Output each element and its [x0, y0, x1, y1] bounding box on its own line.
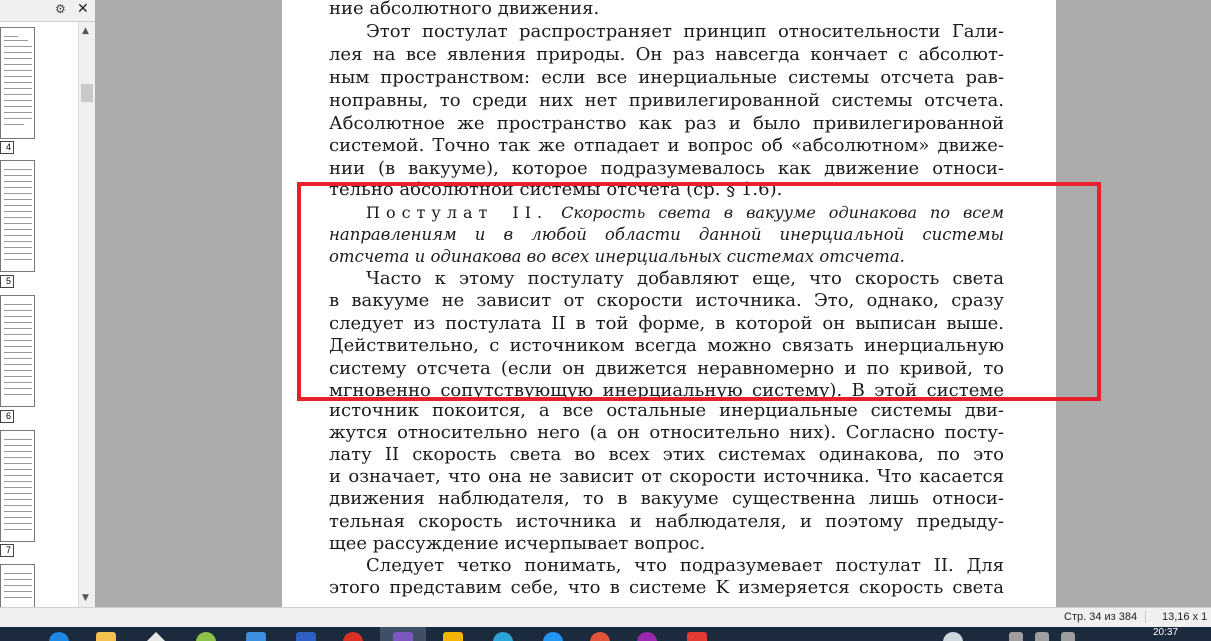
app-icon[interactable]	[196, 632, 216, 641]
media-icon[interactable]	[590, 632, 610, 641]
text-line: мгновенно сопутствующую инерциальную систему). В этой системе	[329, 380, 1004, 401]
close-icon[interactable]: ✕	[77, 1, 89, 17]
text-line: систему отсчета (если он движется неравномерно и по кривой, то	[329, 358, 1004, 379]
volume-icon[interactable]	[1035, 632, 1049, 641]
document-page	[282, 0, 1056, 607]
page-thumbnail[interactable]	[0, 27, 35, 139]
text-line: и означает, что она не зависит от скорости источника. Что касается	[329, 466, 1004, 487]
text-line: Абсолютное же пространство как раз и было привилегированной	[329, 113, 1004, 134]
postulate-heading: Постулат II.	[366, 203, 549, 222]
text-line: следует из постулата II в той форме, в которой он выписан выше.	[329, 313, 1004, 334]
dropbox-icon[interactable]	[246, 632, 266, 641]
page-thumbnail[interactable]	[0, 295, 35, 407]
document-viewer-icon[interactable]	[393, 632, 413, 641]
clock[interactable]: 20:37	[1153, 627, 1179, 638]
text-line: щее рассуждение исчерпывает вопрос.	[329, 533, 706, 554]
text-line: нии (в вакууме), которое подразумевалось как движение относи-	[329, 158, 1004, 179]
tray-icon[interactable]	[943, 632, 963, 641]
text-line: движения наблюдателя, то в вакууме существенна лишь относи-	[329, 488, 1004, 509]
page-thumbnail[interactable]	[0, 160, 35, 272]
file-explorer-icon[interactable]	[96, 632, 116, 641]
thumbnail-list	[0, 22, 78, 607]
podcast-icon[interactable]	[637, 632, 657, 641]
store-icon[interactable]	[146, 632, 166, 641]
postulate-line	[366, 202, 1004, 224]
text-line: тельная скорость источника и наблюдателя, и поэтому предыду-	[329, 511, 1004, 532]
text-line: отсчета и одинакова во всех инерциальных системах отсчета.	[329, 247, 905, 266]
text-line: направлениям и в любой области данной инерциальной системы	[329, 225, 1004, 244]
save-disk-icon[interactable]	[296, 632, 316, 641]
text-line: ным пространством: если все инерциальные системы отсчета рав-	[329, 67, 1004, 88]
page-thumbnail[interactable]	[0, 564, 35, 607]
status-bar	[0, 607, 1211, 627]
text-line: Часто к этому постулату добавляют еще, что скорость света	[366, 268, 1004, 289]
network-icon[interactable]	[1009, 632, 1023, 641]
taskbar	[0, 627, 1211, 641]
opera-browser-icon[interactable]	[343, 632, 363, 641]
text-line: ноправны, то среди них нет привилегированной системы отсчета.	[329, 90, 1004, 111]
text-line: лату II скорость света во всех этих системах одинакова, по это	[329, 444, 1004, 465]
text-line: этого представим себе, что в системе K измеряется скорость света	[329, 577, 1004, 598]
text-line: источник покоится, а все остальные инерциальные системы дви-	[329, 400, 1004, 421]
notes-icon[interactable]	[443, 632, 463, 641]
text-line: в вакууме не зависит от скорости источника. Это, однако, сразу	[329, 290, 1004, 311]
messenger-icon[interactable]	[543, 632, 563, 641]
thumbnail-page-number: 5	[0, 275, 14, 288]
telegram-icon[interactable]	[493, 632, 513, 641]
thumbnail-scrollbar[interactable]	[78, 22, 95, 607]
pdf-reader-icon[interactable]	[687, 632, 707, 641]
scrollbar-thumb[interactable]	[81, 84, 93, 102]
text-line: Действительно, с источником всегда можно связать инерциальную	[329, 335, 1004, 356]
page-size-indicator: 13,16 x 1	[1162, 611, 1208, 623]
page-thumbnail[interactable]	[0, 430, 35, 542]
thumbnail-page-number: 4	[0, 141, 14, 154]
battery-icon[interactable]	[1061, 632, 1075, 641]
thumbnail-pane-header	[0, 0, 95, 22]
thumbnail-pane	[0, 0, 95, 607]
text-line: Этот постулат распространяет принцип относительности Гали-	[366, 21, 1004, 42]
text-line: лея на все явления природы. Он раз навсегда кончает с абсолют-	[329, 44, 1004, 65]
text-line: ние абсолютного движения.	[329, 0, 600, 19]
page-indicator[interactable]: Стр. 34 из 384	[1064, 611, 1146, 623]
thumbnail-page-number: 7	[0, 544, 14, 557]
text-line: Следует четко понимать, что подразумевает постулат II. Для	[366, 555, 1004, 576]
text-line: жутся относительно него (а он относительно них). Согласно посту-	[329, 422, 1004, 443]
scroll-down-icon[interactable]: ▼	[82, 593, 89, 603]
text-line: системой. Точно так же отпадает и вопрос об «абсолютном» движе-	[329, 135, 1004, 156]
text-line: тельно абсолютной системы отсчета (ср. § 1.6).	[329, 179, 783, 200]
gear-icon[interactable]: ⚙	[55, 2, 66, 16]
scroll-up-icon[interactable]: ▲	[82, 26, 89, 36]
edge-browser-icon[interactable]	[49, 632, 69, 641]
thumbnail-page-number: 6	[0, 410, 14, 423]
postulate-text: Скорость света в вакууме одинакова по всем	[561, 203, 1004, 222]
